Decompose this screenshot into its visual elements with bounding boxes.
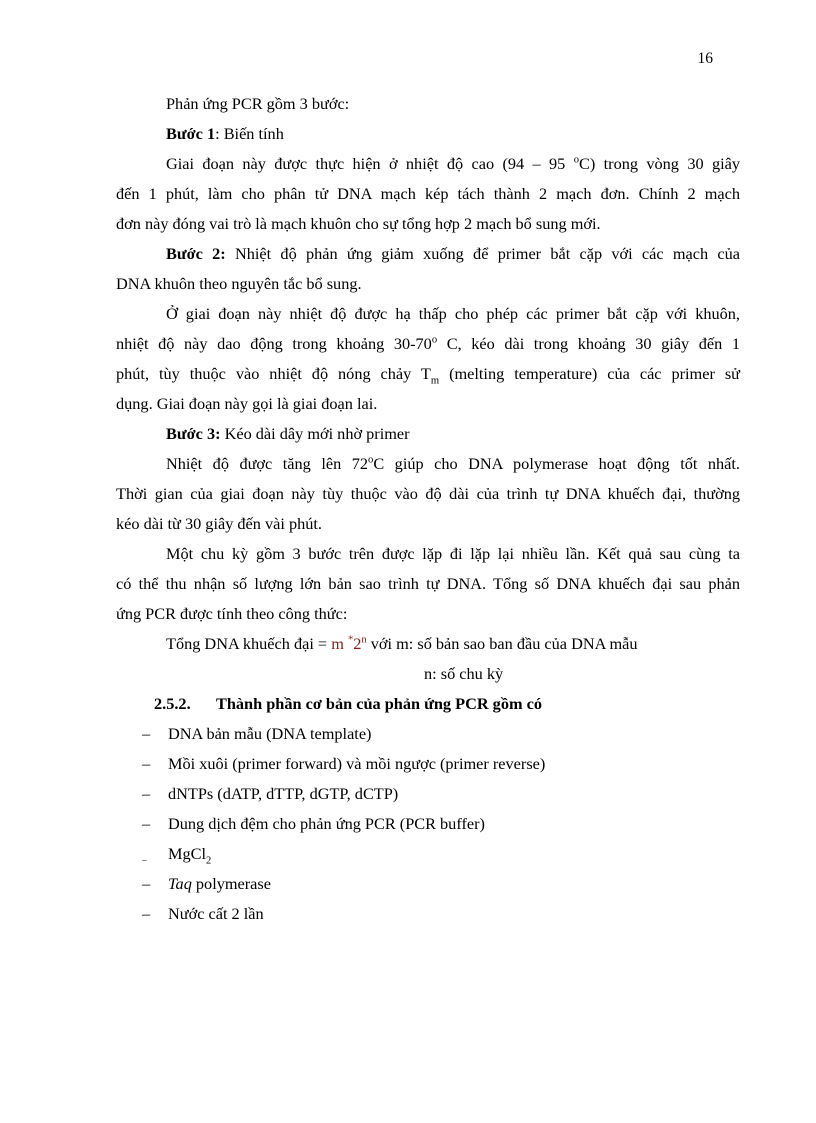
text: phút, tùy thuộc vào nhiệt độ nóng chảy T	[116, 364, 431, 383]
list-item-text: dNTPs (dATP, dTTP, dGTP, dCTP)	[168, 784, 399, 803]
cycle-line-1: Một chu kỳ gồm 3 bước trên được lặp đi lặp lại nhiều lần. Kết quả sau cùng ta	[166, 544, 740, 563]
dash: –	[142, 784, 151, 803]
cycle-line-2: có thể thu nhận số lượng lớn bản sao trình tự DNA. Tổng số DNA khuếch đại sau phản	[116, 574, 740, 593]
step1-para-line-3: đơn này đóng vai trò là mạch khuôn cho sự tổng hợp 2 mạch bổ sung mới.	[116, 214, 601, 233]
step1-label: Bước 1	[166, 124, 216, 143]
list-item	[142, 783, 398, 805]
text: C giúp cho DNA polymerase hoạt động tốt nhất.	[373, 454, 741, 473]
step3-title: Kéo dài dây mới nhờ primer	[220, 424, 410, 443]
formula-line	[166, 633, 740, 655]
formula-n-sup: n	[361, 634, 367, 646]
degree-sup: o	[573, 154, 579, 166]
text: C, kéo dài trong khoảng 30 giây đến 1	[437, 334, 741, 353]
section-heading	[154, 693, 714, 715]
list-item-text: MgCl	[168, 844, 207, 863]
dash: –	[142, 754, 151, 773]
step2-para-line-2	[116, 333, 740, 355]
section-number: 2.5.2.	[154, 694, 191, 713]
text: C) trong vòng 30 giây	[579, 154, 740, 173]
step2-para-line-1: Ở giai đoạn này nhiệt độ được hạ thấp cho phép các primer bắt cặp với khuôn,	[166, 304, 740, 323]
list-item-text: Mồi xuôi (primer forward) và mồi ngược (primer reverse)	[168, 754, 546, 773]
step2-label: Bước 2:	[166, 244, 226, 263]
list-item-text: DNA bản mẫu (DNA template)	[168, 724, 372, 743]
step2-heading	[166, 243, 740, 265]
step3-heading	[166, 423, 740, 445]
intro-line: Phản ứng PCR gồm 3 bước:	[166, 94, 350, 113]
degree-sup: o	[368, 454, 374, 466]
subscript: 2	[206, 855, 212, 867]
dash: –	[142, 855, 147, 865]
step2-para-line-4: dụng. Giai đoạn này gọi là giai đoạn lai.	[116, 394, 378, 413]
formula-two: 2	[353, 634, 362, 653]
italic-text: Taq	[168, 874, 192, 893]
step2-text: Nhiệt độ phản ứng giảm xuống để primer bắt cặp với các mạch của	[234, 244, 740, 263]
list-item	[142, 813, 485, 835]
formula-lhs: Tổng DNA khuếch đại =	[166, 634, 332, 653]
list-item-text: Nước cất 2 lần	[168, 904, 264, 923]
formula-m-definition: m: số bản sao ban đầu của DNA mẫu	[396, 634, 638, 653]
text: (melting temperature) của các primer sử	[439, 364, 740, 383]
step1-title: : Biến tính	[215, 124, 284, 143]
cycle-line-3: ứng PCR được tính theo công thức:	[116, 604, 348, 623]
dash: –	[142, 904, 151, 923]
dash: –	[142, 814, 151, 833]
degree-sup: o	[431, 334, 438, 346]
list-item	[142, 873, 271, 895]
list-item	[142, 903, 264, 925]
list-item	[142, 723, 371, 745]
step3-para-line-1	[166, 453, 740, 475]
formula-star: *	[347, 634, 354, 646]
list-item	[142, 843, 211, 871]
dash: –	[142, 724, 151, 743]
melting-sub: m	[430, 375, 440, 387]
step1-para-line-1	[166, 153, 740, 175]
list-item-text: polymerase	[191, 874, 271, 893]
text: nhiệt độ này dao động trong khoảng 30-70	[116, 334, 432, 353]
list-item-text: Dung dịch đệm cho phản ứng PCR (PCR buffer)	[168, 814, 485, 833]
section-title: Thành phần cơ bản của phản ứng PCR gồm có	[216, 694, 542, 713]
step1-para-line-2: đến 1 phút, làm cho phân tử DNA mạch kép tách thành 2 mạch đơn. Chính 2 mạch	[116, 184, 740, 203]
step2-para-line-3	[116, 363, 740, 385]
text: Nhiệt độ được tăng lên 72	[166, 454, 369, 473]
step1-heading	[166, 123, 740, 145]
page-number: 16	[697, 50, 713, 67]
dash: –	[142, 874, 151, 893]
step3-label: Bước 3:	[166, 424, 221, 443]
text: Giai đoạn này được thực hiện ở nhiệt độ cao (94 – 95	[166, 154, 566, 173]
step2-line-2: DNA khuôn theo nguyên tắc bổ sung.	[116, 274, 362, 293]
formula-n-definition: n: số chu kỳ	[424, 664, 504, 683]
formula-m: m	[331, 634, 344, 653]
step3-para-line-2: Thời gian của giai đoạn này tùy thuộc vào độ dài của trình tự DNA khuếch đại, thường	[116, 484, 740, 503]
step3-para-line-3: kéo dài từ 30 giây đến vài phút.	[116, 514, 322, 533]
list-item	[142, 753, 545, 775]
formula-with: với	[366, 634, 397, 653]
